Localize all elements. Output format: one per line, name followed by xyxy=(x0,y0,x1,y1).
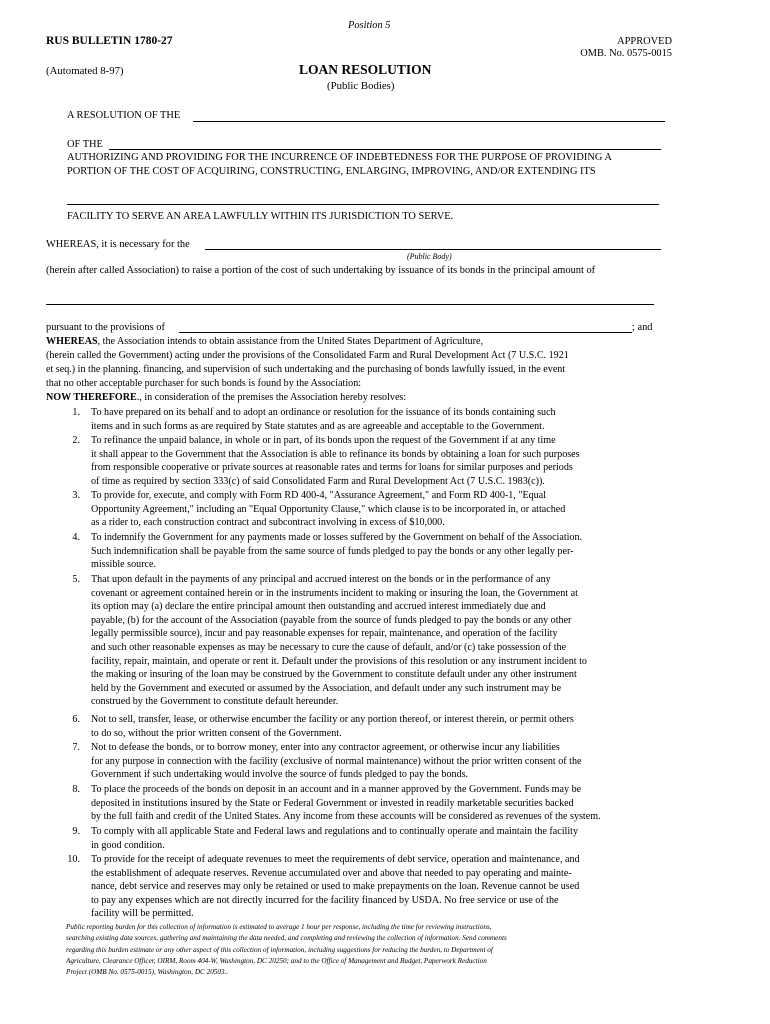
item-line: by the full faith and credit of the United States. Any income from these accounts will be considered as revenues of the system. xyxy=(91,811,601,823)
footnote-line: regarding this burden estimate or any other aspect of this collection of information, including suggestions for reducing the burden, to Department of xyxy=(66,945,493,954)
page-title: LOAN RESOLUTION xyxy=(299,62,432,77)
whereas-2-line xyxy=(46,336,483,348)
item-line: Government if such undertaking would involve the source of funds pledged to pay the bonds. xyxy=(91,769,469,781)
government-line-1: (herein called the Government) acting under the provisions of the Consolidated Farm and Rural Development Act (7 U.S.C. 1921 xyxy=(46,350,569,361)
omb-number: OMB. No. 0575-0015 xyxy=(580,48,672,59)
item-number: 4. xyxy=(72,532,80,543)
item-line: of time as required by section 333(c) of said Consolidated Farm and Rural Development Act (7 U.S.C. 1983(c)). xyxy=(91,475,545,487)
item-number: 7. xyxy=(72,742,80,753)
footnote-line: Project (OMB No. 0575-0015), Washington, DC 20503.. xyxy=(66,968,229,977)
item-line: its option may (a) declare the entire principal amount then outstanding and accrued interest immediately due and xyxy=(91,601,546,613)
item-line: as a rider to, each construction contract and subcontract involving in excess of $10,000. xyxy=(91,517,445,529)
bulletin-number: RUS BULLETIN 1780-27 xyxy=(46,35,173,47)
item-line: in good condition. xyxy=(91,839,165,851)
item-line: facility, repair, maintain, and operate or rent it. Default under the provisions of this resolution or any instrument incident to xyxy=(91,655,587,667)
item-line: Not to defease the bonds, or to borrow money, enter into any contractor agreement, or otherwise incur any liabilities xyxy=(91,742,560,753)
footnote-line: Public reporting burden for this collection of information is estimated to average 1 hour per response, including the time for reviewing instructions, xyxy=(66,923,492,931)
public-body-blank[interactable] xyxy=(205,249,661,250)
item-number: 3. xyxy=(72,490,80,501)
item-line: items and in such forms as are required by State statutes and as are agreeable and acceptable to the Government. xyxy=(91,420,545,432)
item-line: Such indemnification shall be payable from the same source of funds pledged to pay the bonds or any other legally per- xyxy=(91,545,574,557)
of-the-blank[interactable] xyxy=(109,149,661,150)
now-therefore-rest: ., in consideration of the premises the Association hereby resolves: xyxy=(136,392,407,403)
resolution-of-blank[interactable] xyxy=(193,121,665,122)
item-line: To comply with all applicable State and Federal laws and regulations and to continually operate and maintain the facility xyxy=(91,826,579,837)
item-number: 8. xyxy=(72,784,80,795)
item-number: 5. xyxy=(72,574,80,585)
authorizing-line-2: PORTION OF THE COST OF ACQUIRING, CONSTRUCTING, ENLARGING, IMPROVING, AND/OR EXTENDING ITS xyxy=(67,166,596,177)
item-line: deposited in institutions insured by the State or Federal Government or invested in readily marketable securities backed xyxy=(91,797,574,809)
item-line: To have prepared on its behalf and to adopt an ordinance or resolution for the issuance of its bonds containing such xyxy=(91,407,556,418)
item-line: To provide for the receipt of adequate revenues to meet the requirements of debt service, operation and maintenance, and xyxy=(91,854,580,865)
item-line: held by the Government and executed or assumed by the Association, and default under any such instrument may be xyxy=(91,682,562,694)
now-therefore-line xyxy=(46,392,406,404)
item-line: the establishment of adequate reserves. Revenue accumulated over and above that needed to pay operating and mainte- xyxy=(91,867,572,879)
authorizing-line-1: AUTHORIZING AND PROVIDING FOR THE INCURRENCE OF INDEBTEDNESS FOR THE PURPOSE OF PROVIDING A xyxy=(67,152,612,163)
item-line: To indemnify the Government for any payments made or losses suffered by the Government on behalf of the Association. xyxy=(91,532,583,543)
of-the-label: OF THE xyxy=(67,139,103,150)
item-number: 10. xyxy=(67,854,80,865)
item-line: payable, (b) for the account of the Association (payable from the source of funds pledged to pay the bonds or any other xyxy=(91,614,572,626)
now-therefore-bold: NOW THEREFORE xyxy=(46,392,137,403)
page-subtitle: (Public Bodies) xyxy=(327,80,395,92)
facility-blank[interactable] xyxy=(67,204,659,205)
item-line: To refinance the unpaid balance, in whole or in part, of its bonds upon the request of the Government if at any time xyxy=(91,435,556,446)
automated-label: (Automated 8-97) xyxy=(46,65,124,77)
item-line: legally permissible source), incur and pay reasonable expenses for repair, maintenance, and operation of the facility xyxy=(91,628,558,640)
resolution-of-label: A RESOLUTION OF THE xyxy=(67,110,181,121)
item-line: nance, debt service and reserves may only be retained or used to make prepayments on the loan. Revenue cannot be used xyxy=(91,881,580,893)
item-line: That upon default in the payments of any principal and accrued interest on the bonds or in the performance of any xyxy=(91,574,551,585)
whereas-2-bold: WHEREAS xyxy=(46,336,98,347)
item-line: To provide for, execute, and comply with Form RD 400-4, "Assurance Agreement," and Form RD 400-1, "Equal xyxy=(91,490,547,501)
item-line: Not to sell, transfer, lease, or otherwise encumber the facility or any portion thereof, or interest therein, or permit others xyxy=(91,714,574,725)
pursuant-label: pursuant to the provisions of xyxy=(46,322,165,333)
item-line: missible source. xyxy=(91,559,157,571)
item-line: for any purpose in connection with the facility (exclusive of normal maintenance) without the prior written consent of the xyxy=(91,755,582,767)
government-line-3: that no other acceptable purchaser for such bonds is found by the Association: xyxy=(46,378,362,389)
provisions-blank[interactable] xyxy=(179,332,632,333)
item-number: 9. xyxy=(72,826,80,837)
whereas-label: WHEREAS, it is necessary for the xyxy=(46,239,190,250)
position-label: Position 5 xyxy=(348,20,391,31)
item-line: construed by the Government to constitute default hereunder. xyxy=(91,696,339,708)
footnote-line: searching existing data sources, gathering and maintaining the data needed, and completing and reviewing the collection of information. Send comments xyxy=(66,934,507,943)
whereas-2-rest: , the Association intends to obtain assistance from the United States Department of Agriculture, xyxy=(97,336,484,347)
item-line: To place the proceeds of the bonds on deposit in an account and in a manner approved by the Government. Funds may be xyxy=(91,784,582,795)
public-body-caption: (Public Body) xyxy=(407,252,452,261)
approved-label: APPROVED xyxy=(617,36,672,47)
burden-statement xyxy=(66,922,507,978)
item-number: 2. xyxy=(72,435,80,446)
item-line: the making or insuring of the loan may be construed by the Government to constitute default under any other instrument xyxy=(91,669,577,681)
pursuant-end: ; and xyxy=(632,322,653,333)
item-number: 6. xyxy=(72,714,80,725)
item-line: it shall appear to the Government that the Association is able to refinance its bonds by obtaining a loan for such purposes xyxy=(91,448,580,460)
government-line-2: et seq.) in the planning. financing, and supervision of such undertaking and the purchasing of bonds lawfully issued, in the event xyxy=(46,364,566,375)
facility-line: FACILITY TO SERVE AN AREA LAWFULLY WITHIN ITS JURISDICTION TO SERVE. xyxy=(67,211,454,222)
item-number: 1. xyxy=(72,407,80,418)
item-line: Opportunity Agreement," including an "Equal Opportunity Clause," which clause is to be incorporated in, or attached xyxy=(91,503,566,515)
item-line: facility will be permitted. xyxy=(91,908,194,920)
herein-line: (herein after called Association) to raise a portion of the cost of such undertaking by issuance of its bonds in the principal amount of xyxy=(46,265,596,276)
principal-amount-blank[interactable] xyxy=(46,304,654,305)
item-line: to pay any expenses which are not directly incurred for the facility financed by USDA. No free service or use of the xyxy=(91,894,559,906)
item-line: and such other reasonable expenses as may be necessary to cure the cause of default, and/or (c) take possession of the xyxy=(91,641,567,653)
footnote-line: Agriculture, Clearance Officer, OIRM, Room 404-W, Washington, DC 20250; and to the Office of Management and Budget, Paperwork Reduction xyxy=(66,956,487,965)
item-line: to do so, without the prior written consent of the Government. xyxy=(91,727,342,739)
item-line: covenant or agreement contained herein or in the instruments incident to making or insuring the loan, the Government at xyxy=(91,587,578,599)
item-line: from responsible cooperative or private sources at reasonable rates and terms for loans for similar purposes and periods xyxy=(91,462,573,474)
